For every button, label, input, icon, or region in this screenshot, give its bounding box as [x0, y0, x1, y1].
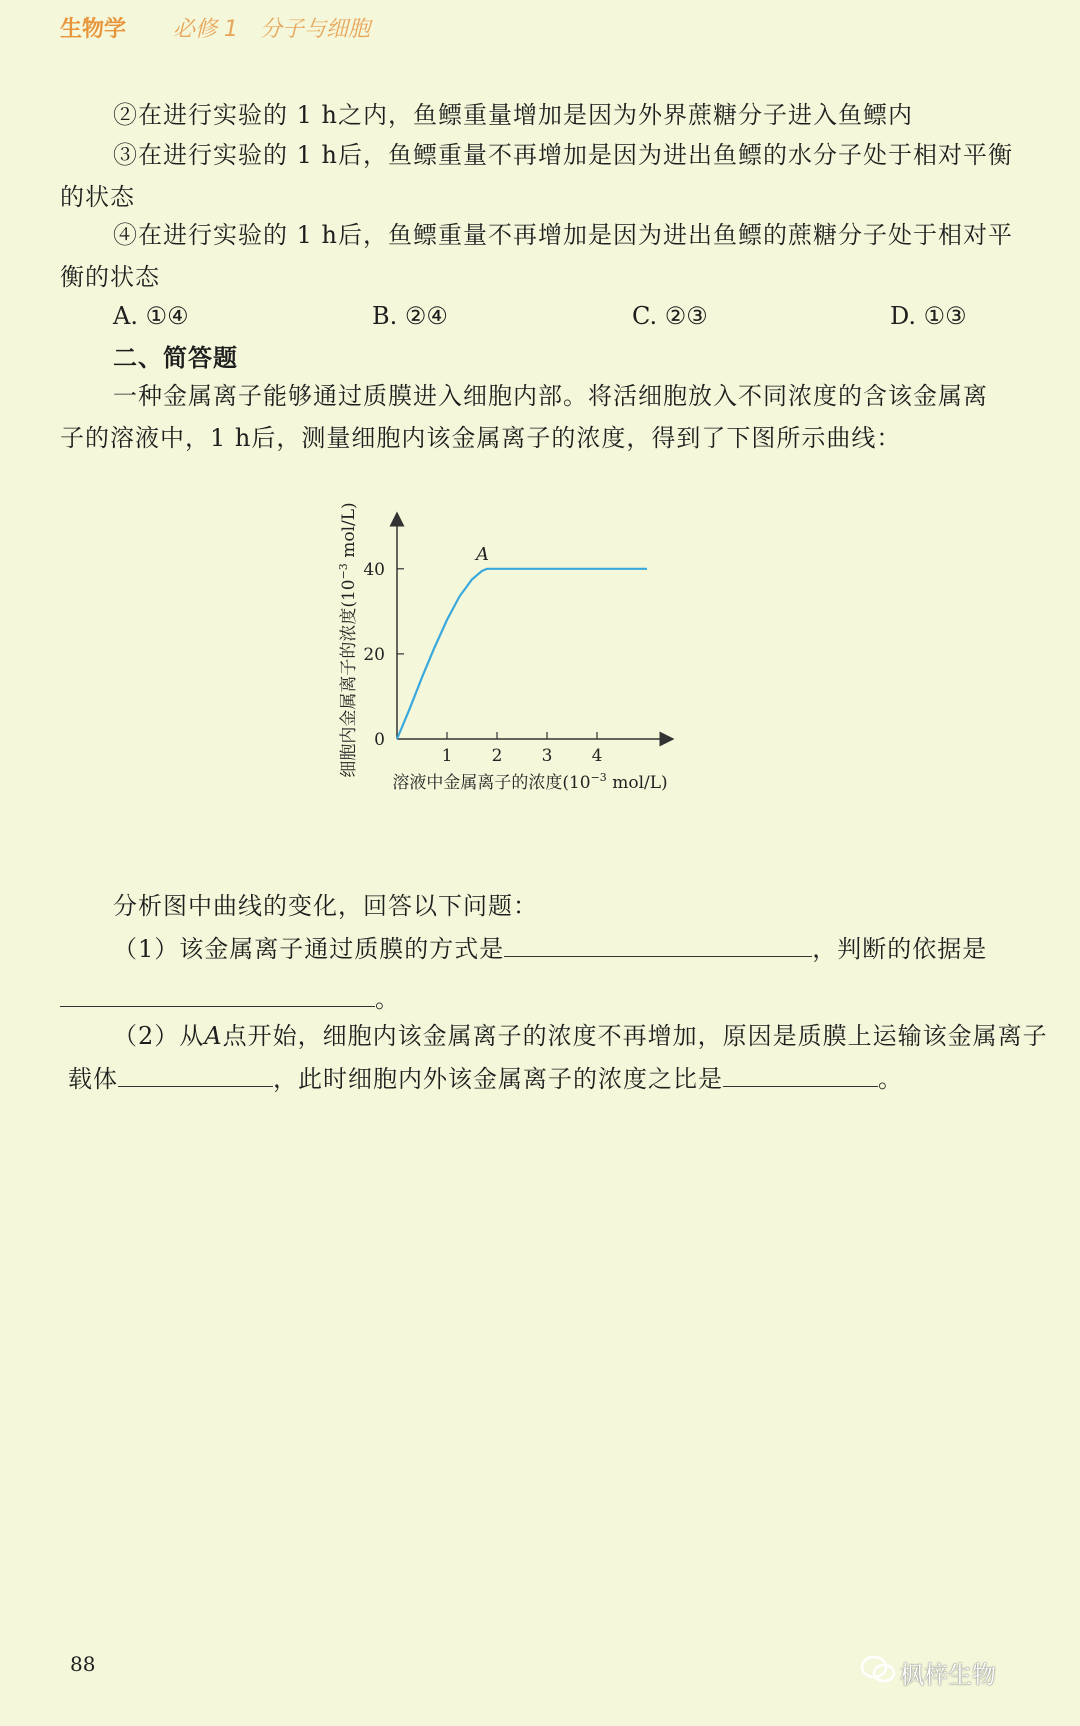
statement-3-line2: 的状态 — [60, 183, 135, 211]
answer-blank-4[interactable] — [723, 1056, 878, 1087]
intro-line1: 一种金属离子能够通过质膜进入细胞内部。将活细胞放入不同浓度的含该金属离 — [113, 382, 988, 410]
x-tick-label: 1 — [441, 746, 453, 766]
watermark-text: 枫梓生物 — [900, 1661, 996, 1689]
x-axis-label: 溶液中金属离子的浓度($10^{-3}$ mol/L) — [392, 771, 668, 793]
x-tick-label: 2 — [491, 746, 503, 766]
question-2-ratio-text: ，此时细胞内外该金属离子的浓度之比是 — [273, 1065, 723, 1093]
option-a: A. ①④ — [113, 302, 189, 330]
question-2-text: 点开始，细胞内该金属离子的浓度不再增加，原因是质膜上运输该金属离子 — [222, 1022, 1048, 1050]
question-2-text-start: （2）从 — [113, 1022, 205, 1050]
answer-blank-1[interactable] — [504, 926, 812, 957]
answer-blank-2[interactable] — [60, 976, 375, 1007]
question-1-line1 — [113, 926, 1043, 971]
section-title: 二、简答题 — [113, 344, 238, 372]
statement-3-line1: ③在进行实验的 1 h后，鱼鳔重量不再增加是因为进出鱼鳔的水分子处于相对平衡 — [113, 141, 1013, 169]
question-1-end: 。 — [375, 985, 400, 1013]
statement-2: ②在进行实验的 1 h之内，鱼鳔重量增加是因为外界蔗糖分子进入鱼鳔内 — [113, 101, 913, 129]
y-axis-label: 细胞内金属离子的浓度($10^{-3}$ mol/L) — [337, 502, 359, 778]
answer-blank-3[interactable] — [118, 1056, 273, 1087]
y-tick-label: 40 — [363, 559, 385, 580]
question-2-line1 — [113, 1014, 1048, 1058]
y-tick-label: 0 — [374, 730, 385, 750]
question-2-line2 — [68, 1056, 1048, 1101]
option-b: B. ②④ — [372, 302, 448, 330]
subject-title: 生物学 — [60, 17, 127, 42]
point-a-label: A — [204, 1022, 223, 1050]
analysis-lead: 分析图中曲线的变化，回答以下问题： — [113, 892, 538, 920]
option-c: C. ②③ — [632, 302, 708, 330]
wechat-icon — [860, 1655, 896, 1685]
y-tick-label: 20 — [363, 644, 385, 665]
statement-4-line1: ④在进行实验的 1 h后，鱼鳔重量不再增加是因为进出鱼鳔的蔗糖分子处于相对平 — [113, 221, 1013, 249]
question-1-basis-text: ，判断的依据是 — [812, 935, 988, 963]
series-line — [397, 569, 647, 739]
statement-4-line2: 衡的状态 — [60, 263, 160, 291]
intro-line2: 子的溶液中，1 h后，测量细胞内该金属离子的浓度，得到了下图所示曲线： — [60, 424, 902, 452]
concentration-chart — [337, 502, 760, 880]
page-number: 88 — [70, 1652, 96, 1676]
question-1-text: （1）该金属离子通过质膜的方式是 — [113, 935, 505, 963]
point-a-annotation: A — [476, 543, 489, 565]
x-tick-label: 3 — [541, 746, 553, 766]
x-tick-label: 4 — [591, 746, 603, 766]
book-subtitle: 必修 1 分子与细胞 — [173, 17, 371, 42]
question-2-carrier-text: 载体 — [68, 1065, 118, 1093]
question-2-end: 。 — [878, 1065, 903, 1093]
page-header — [60, 12, 370, 43]
option-d: D. ①③ — [890, 302, 967, 330]
